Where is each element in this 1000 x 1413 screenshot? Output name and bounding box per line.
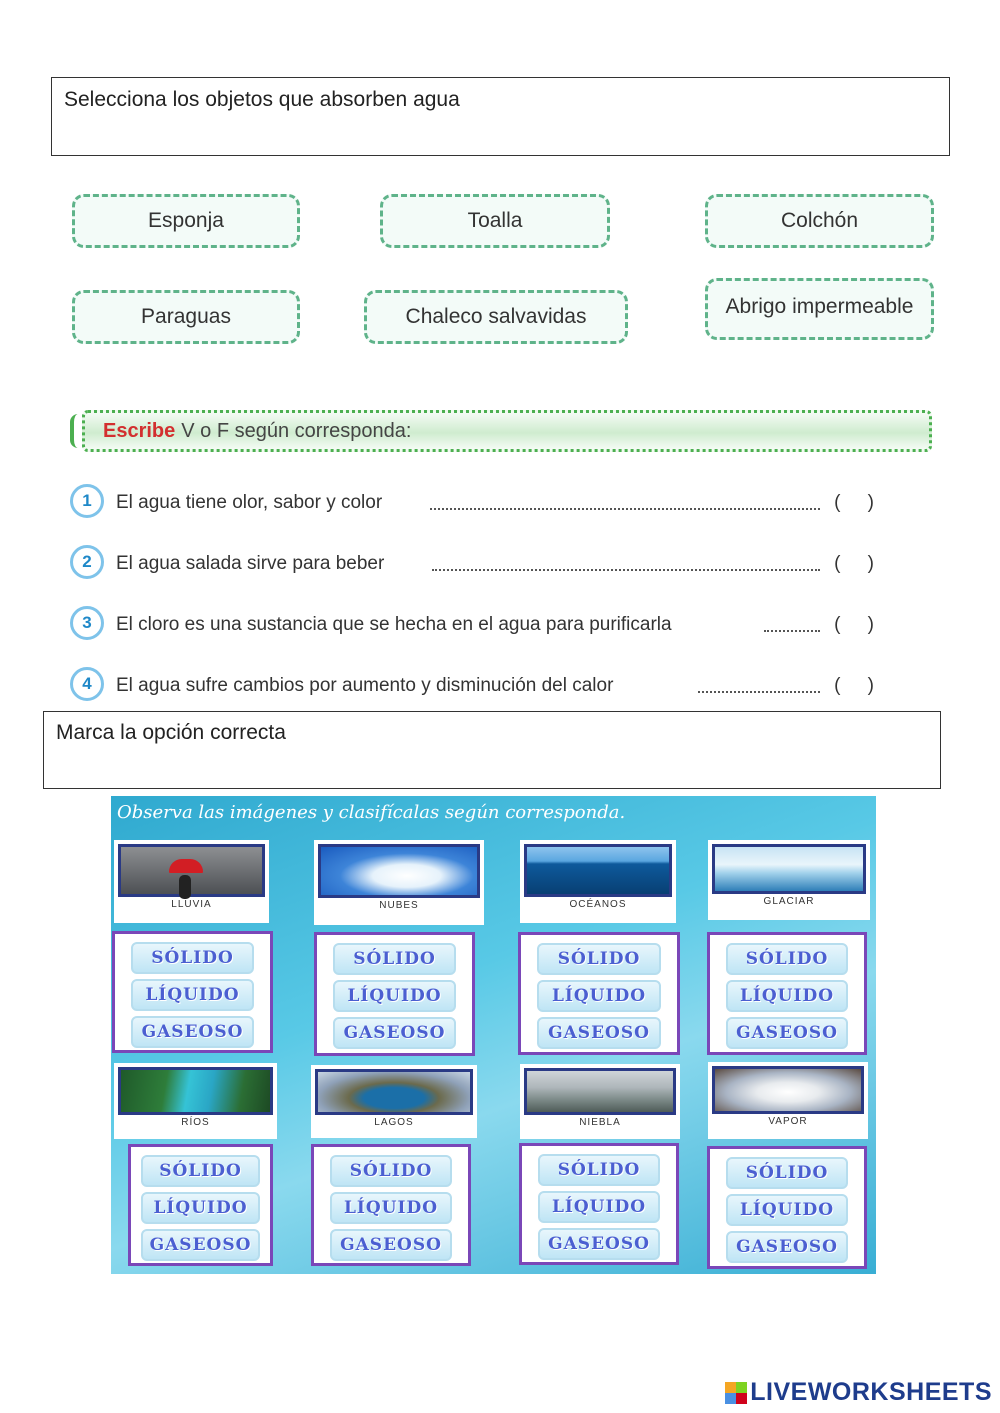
option-liquido[interactable]: LÍQUIDO	[330, 1192, 452, 1224]
dotted-leader	[698, 677, 820, 693]
image-caption: NIEBLA	[579, 1116, 621, 1128]
option-abrigo-impermeable[interactable]: Abrigo impermeable	[705, 278, 934, 340]
panel-title: Observa las imágenes y clasifícalas según corresponda.	[117, 802, 626, 823]
answer-slot[interactable]: ( )	[834, 675, 874, 696]
question-text: El agua salada sirve para beber	[116, 553, 385, 574]
option-colchon[interactable]: Colchón	[705, 194, 934, 248]
question-2	[70, 545, 880, 585]
option-solido[interactable]: SÓLIDO	[333, 943, 456, 975]
steam-image	[712, 1066, 864, 1114]
banner-leaf-icon	[70, 414, 82, 448]
image-caption: RÍOS	[181, 1116, 210, 1128]
image-card-rios	[114, 1063, 277, 1139]
question-text: El agua tiene olor, sabor y color	[116, 492, 383, 513]
options-lagos	[311, 1144, 471, 1266]
dotted-leader	[430, 494, 820, 510]
image-card-vapor	[708, 1062, 868, 1139]
dotted-leader	[432, 555, 820, 571]
answer-slot[interactable]: ( )	[834, 614, 874, 635]
lake-image	[315, 1069, 473, 1115]
dotted-leader	[764, 616, 820, 632]
image-caption: LAGOS	[374, 1116, 414, 1128]
instruction-box-1	[51, 77, 950, 156]
image-card-oceanos	[520, 840, 676, 923]
option-toalla[interactable]: Toalla	[380, 194, 610, 248]
image-caption: GLACIAR	[763, 896, 815, 908]
question-text: El cloro es una sustancia que se hecha en el agua para purificarla	[116, 614, 672, 635]
fog-image	[524, 1068, 676, 1115]
question-1	[70, 484, 880, 524]
option-solido[interactable]: SÓLIDO	[537, 943, 661, 975]
option-gaseoso[interactable]: GASEOSO	[131, 1016, 254, 1048]
options-lluvia	[112, 931, 273, 1053]
option-liquido[interactable]: LÍQUIDO	[131, 979, 254, 1011]
number-badge-icon: 1	[70, 484, 104, 518]
option-gaseoso[interactable]: GASEOSO	[330, 1229, 452, 1261]
option-liquido[interactable]: LÍQUIDO	[726, 1194, 848, 1226]
image-card-niebla	[520, 1064, 680, 1139]
banner-title-red: Escribe	[103, 419, 176, 442]
image-caption: VAPOR	[768, 1116, 808, 1128]
image-caption: LLUVIA	[171, 898, 212, 910]
ocean-image	[524, 844, 672, 897]
number-badge-icon: 2	[70, 545, 104, 579]
option-liquido[interactable]: LÍQUIDO	[333, 980, 456, 1012]
clouds-image	[318, 844, 480, 898]
image-caption: OCÉANOS	[569, 898, 627, 910]
image-caption: NUBES	[379, 899, 419, 911]
option-gaseoso[interactable]: GASEOSO	[333, 1017, 456, 1049]
image-card-glaciar	[708, 840, 870, 920]
options-rios	[128, 1144, 273, 1266]
option-gaseoso[interactable]: GASEOSO	[726, 1231, 848, 1263]
option-solido[interactable]: SÓLIDO	[726, 943, 848, 975]
answer-slot[interactable]: ( )	[834, 492, 874, 513]
option-esponja[interactable]: Esponja	[72, 194, 300, 248]
instruction-box-2	[43, 711, 941, 789]
option-gaseoso[interactable]: GASEOSO	[141, 1229, 260, 1261]
section-banner	[82, 410, 932, 452]
number-badge-icon: 4	[70, 667, 104, 701]
logo-squares-icon	[725, 1382, 747, 1404]
image-card-nubes	[314, 840, 484, 925]
option-solido[interactable]: SÓLIDO	[538, 1154, 660, 1186]
answer-slot[interactable]: ( )	[834, 553, 874, 574]
instruction-text-1: Selecciona los objetos que absorben agua	[64, 88, 460, 111]
image-card-lluvia	[114, 840, 269, 923]
options-nubes	[314, 932, 475, 1056]
question-3	[70, 606, 880, 646]
options-niebla	[519, 1143, 679, 1265]
options-oceanos	[518, 932, 680, 1055]
question-text: El agua sufre cambios por aumento y disminución del calor	[116, 675, 614, 696]
river-image	[118, 1067, 273, 1115]
banner-title-rest: V o F según corresponda:	[181, 419, 412, 442]
option-gaseoso[interactable]: GASEOSO	[537, 1017, 661, 1049]
option-solido[interactable]: SÓLIDO	[726, 1157, 848, 1189]
liveworksheets-logo	[725, 1378, 992, 1407]
option-gaseoso[interactable]: GASEOSO	[538, 1228, 660, 1260]
options-glaciar	[707, 932, 867, 1055]
option-liquido[interactable]: LÍQUIDO	[141, 1192, 260, 1224]
glacier-image	[712, 844, 866, 894]
number-badge-icon: 3	[70, 606, 104, 640]
option-liquido[interactable]: LÍQUIDO	[537, 980, 661, 1012]
brand-name: LIVEWORKSHEETS	[750, 1378, 992, 1406]
option-liquido[interactable]: LÍQUIDO	[538, 1191, 660, 1223]
instruction-text-2: Marca la opción correcta	[56, 721, 286, 744]
rain-umbrella-image	[118, 844, 265, 897]
option-chaleco-salvavidas[interactable]: Chaleco salvavidas	[364, 290, 628, 344]
option-paraguas[interactable]: Paraguas	[72, 290, 300, 344]
option-solido[interactable]: SÓLIDO	[141, 1155, 260, 1187]
image-card-lagos	[311, 1065, 477, 1138]
classification-panel	[111, 796, 876, 1274]
options-vapor	[707, 1146, 867, 1269]
option-liquido[interactable]: LÍQUIDO	[726, 980, 848, 1012]
option-gaseoso[interactable]: GASEOSO	[726, 1017, 848, 1049]
option-solido[interactable]: SÓLIDO	[330, 1155, 452, 1187]
question-4	[70, 667, 880, 707]
option-solido[interactable]: SÓLIDO	[131, 942, 254, 974]
